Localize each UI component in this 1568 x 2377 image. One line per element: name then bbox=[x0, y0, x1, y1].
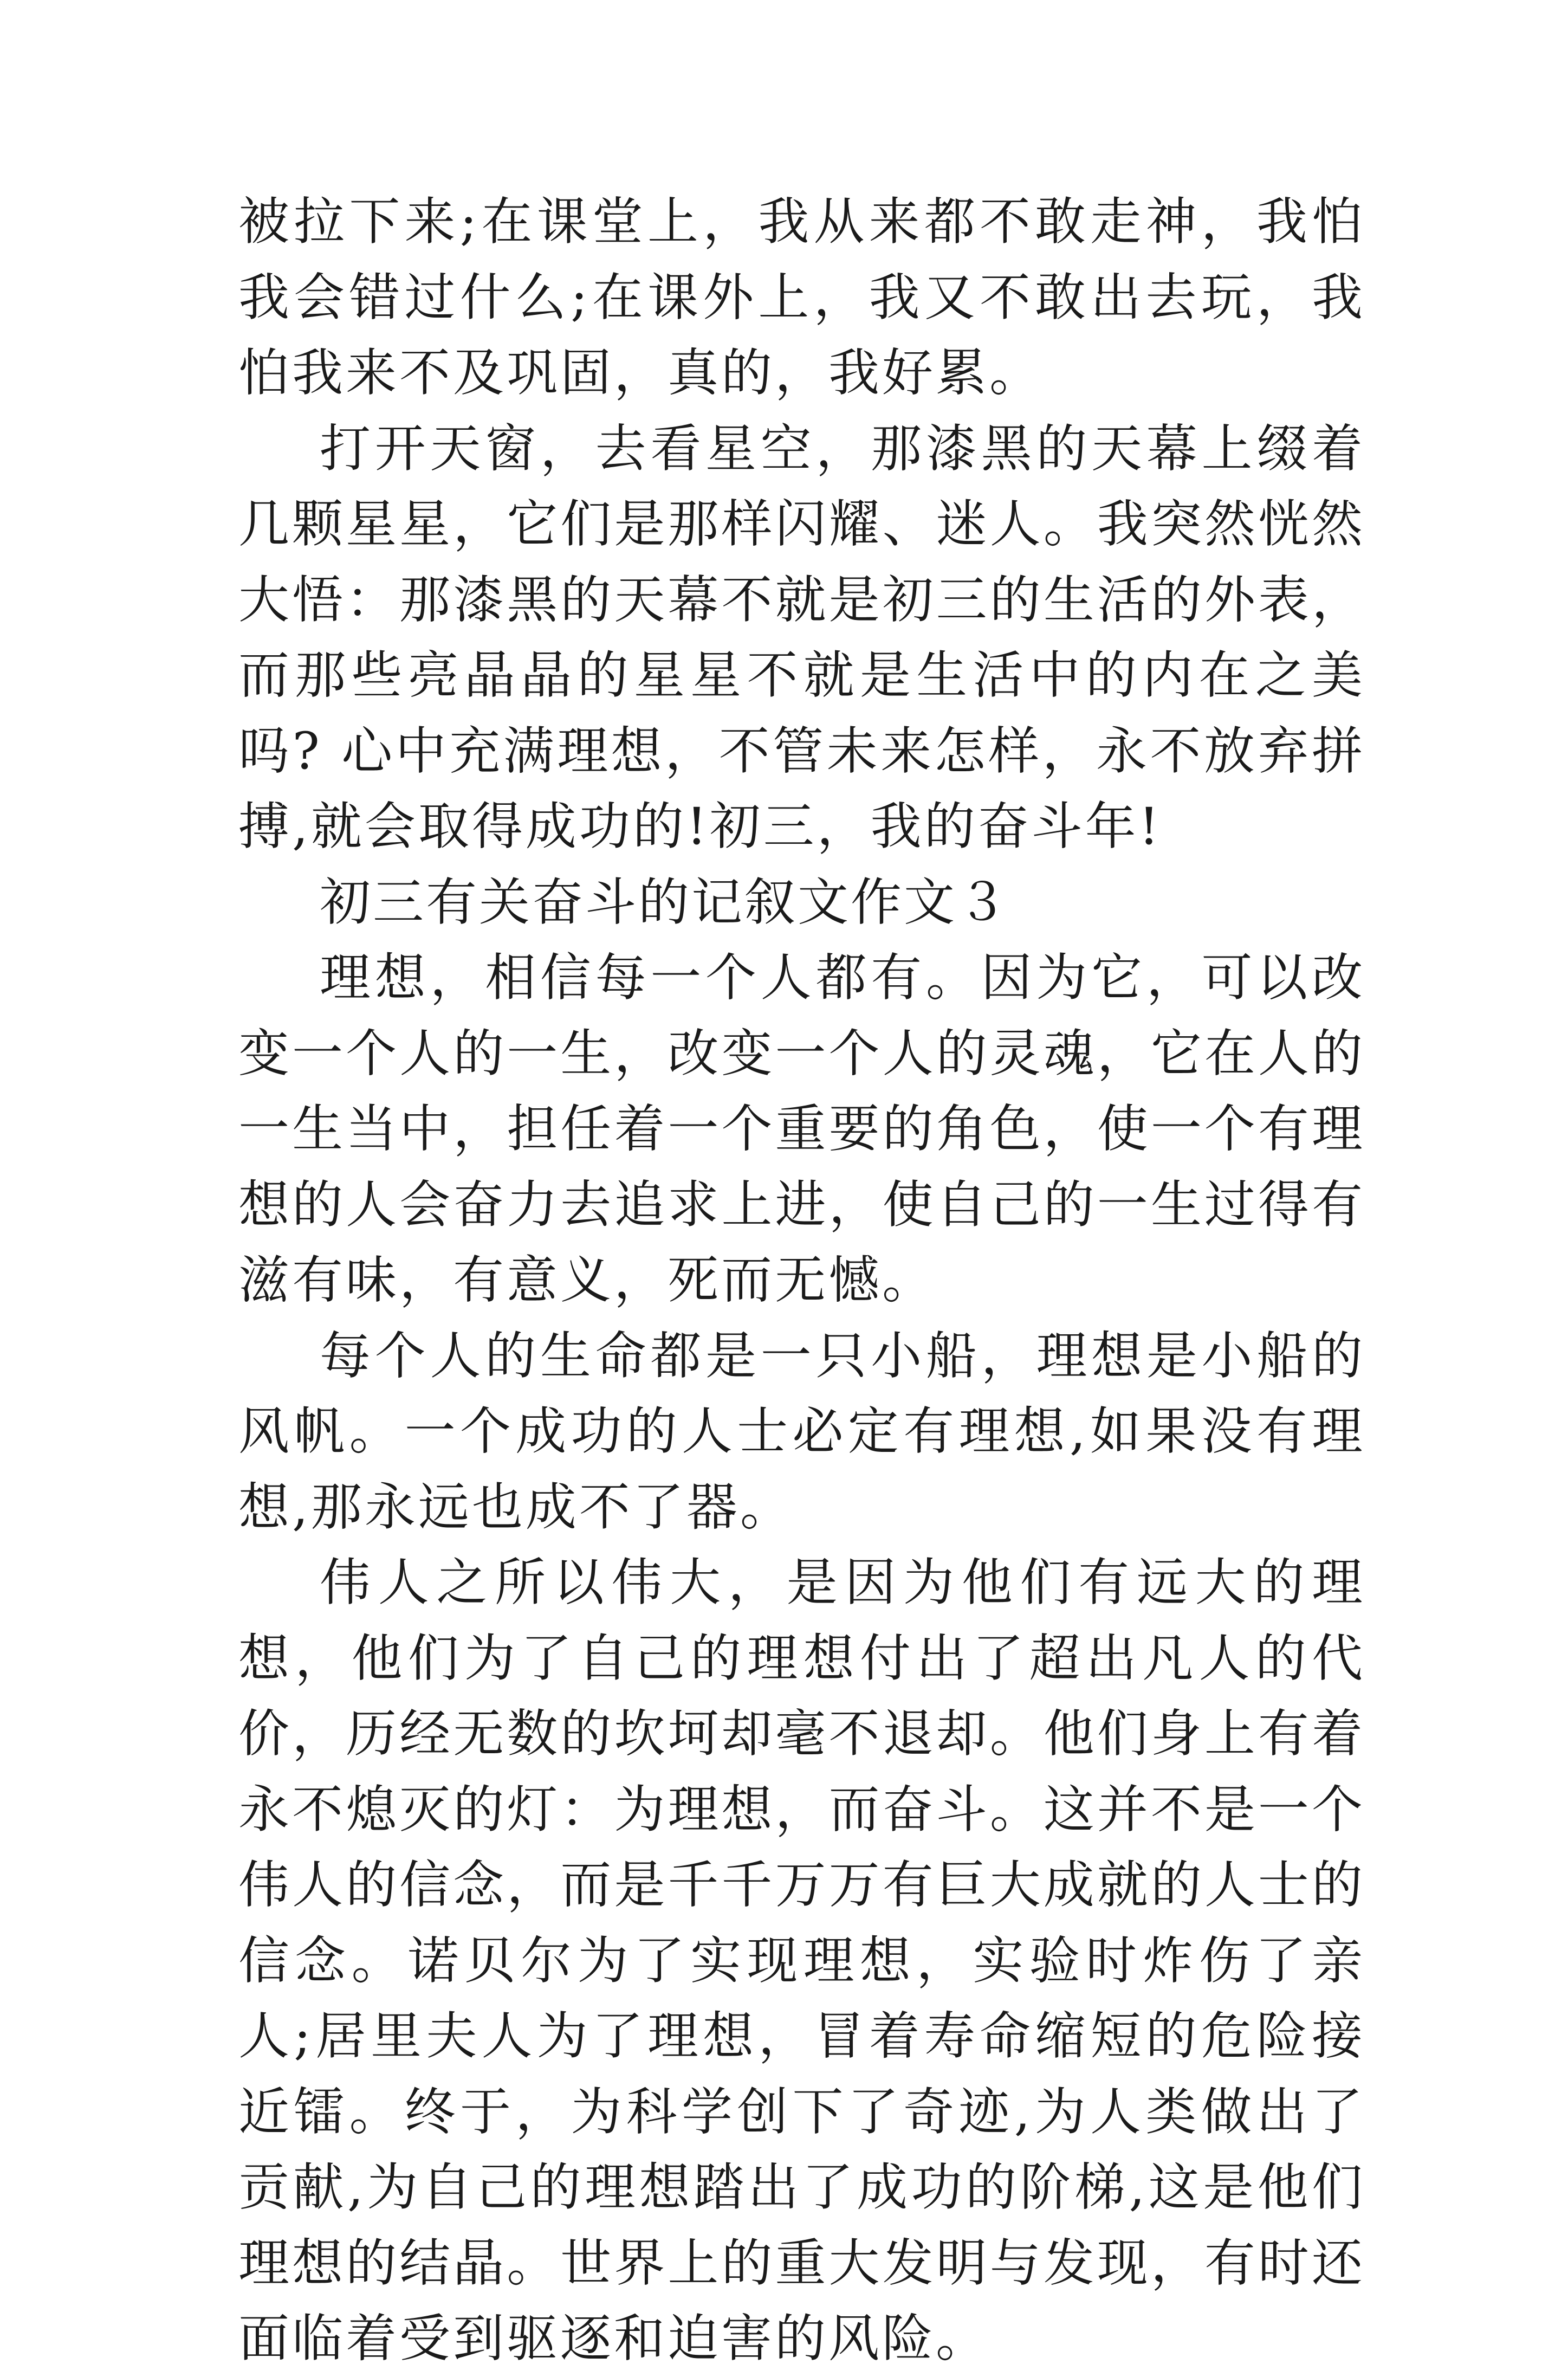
essay-body bbox=[238, 184, 1365, 2377]
paragraph-starry-sky: 打开天窗，去看星空，那漆黑的天幕上缀着几颗星星，它们是那样闪耀、迷人。我突然恍然大悟：那漆黑的天幕不就是初三的生活的外表，而那些亮晶晶的星星不就是生活中的内在之美吗? 心中充满理想，不管未来怎样，永不放弃拼搏,就会取得成功的!初三，我的奋斗年! bbox=[238, 419, 1365, 856]
paragraph-great-people: 伟人之所以伟大，是因为他们有远大的理想，他们为了自己的理想付出了超出凡人的代价，历经无数的坎坷却毫不退却。他们身上有着永不熄灭的灯：为理想，而奋斗。这并不是一个伟人的信念，而是千千万万有巨大成就的人士的信念。诺贝尔为了实现理想，实验时炸伤了亲人;居里夫人为了理想，冒着寿命缩短的危险接近镭。终于，为科学创下了奇迹,为人类做出了贡献,为自己的理想踏出了成功的阶梯,这是他们理想的结晶。世界上的重大发明与发现，有时还面临着受到驱逐和迫害的风险。 bbox=[238, 1553, 1365, 2368]
paragraph-ideals: 理想，相信每一个人都有。因为它，可以改变一个人的一生，改变一个人的灵魂，它在人的一生当中，担任着一个重要的角色，使一个有理想的人会奋力去追求上进，使自己的一生过得有滋有味，有意义，死而无憾。 bbox=[238, 948, 1365, 1310]
paragraph-continuation: 被拉下来;在课堂上，我从来都不敢走神，我怕我会错过什么;在课外上，我又不敢出去玩，我怕我来不及巩固，真的，我好累。 bbox=[238, 192, 1365, 403]
essay-heading: 初三有关奋斗的记叙文作文３ bbox=[320, 873, 1010, 932]
paragraph-boat-sail: 每个人的生命都是一只小船，理想是小船的风帆。一个成功的人士必定有理想,如果没有理想,那永远也成不了器。 bbox=[238, 1326, 1365, 1537]
